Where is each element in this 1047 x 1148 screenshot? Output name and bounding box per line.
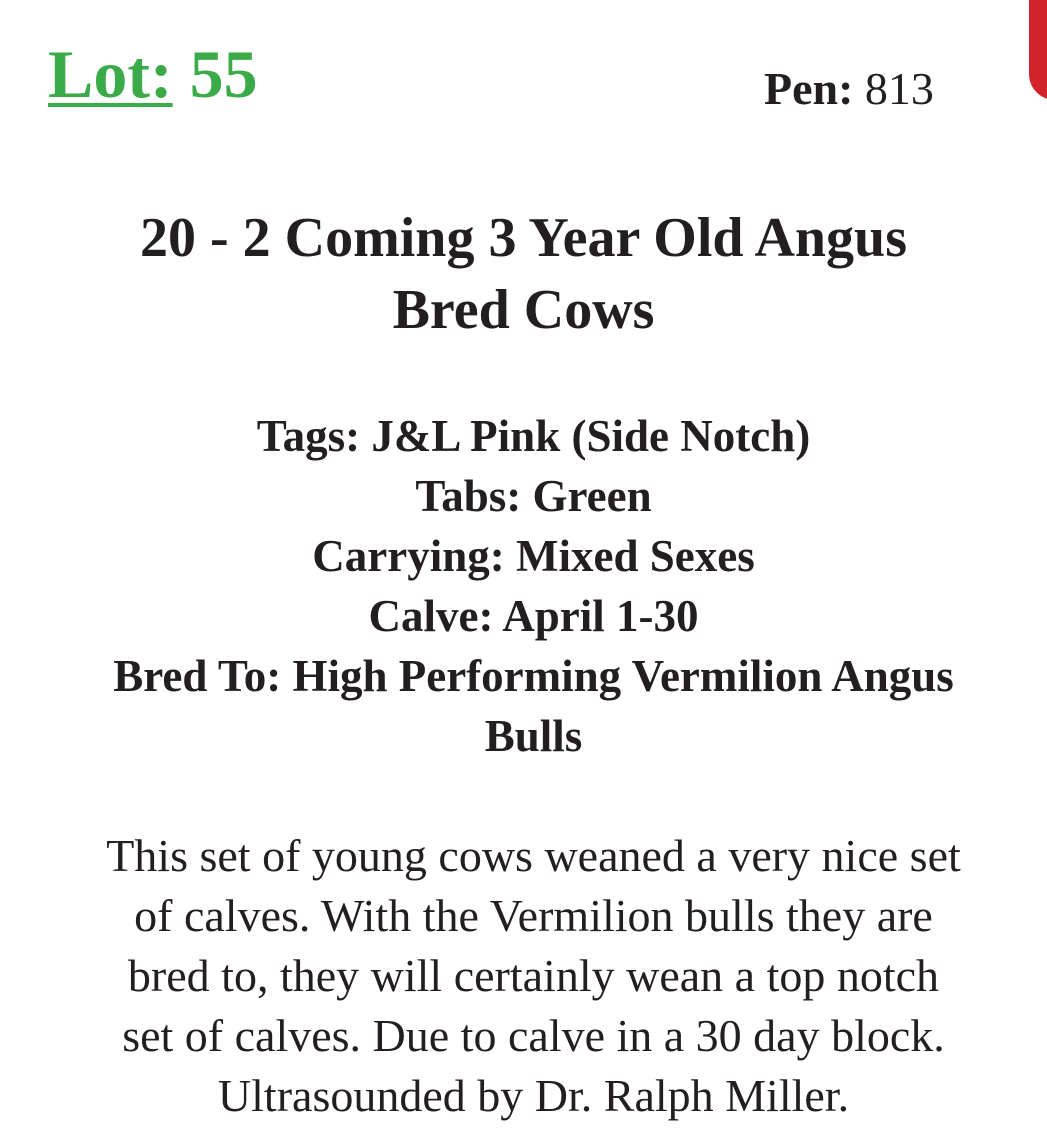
detail-bred-to-line-2: Bulls: [484, 711, 583, 761]
pen-value: 813: [864, 63, 934, 114]
lot-number: [48, 36, 258, 112]
lot-label: Lot:: [48, 36, 173, 112]
lot-details: [40, 406, 1027, 766]
lot-value: 55: [189, 36, 258, 112]
detail-tabs: Tabs: Green: [415, 471, 652, 521]
lot-title-line-1: 20 - 2 Coming 3 Year Old Angus: [140, 207, 907, 269]
description-line-4: set of calves. Due to calve in a 30 day block.: [122, 1010, 945, 1061]
detail-tags: Tags: J&L Pink (Side Notch): [256, 411, 811, 461]
description-line-1: This set of young cows weaned a very nice set: [106, 830, 961, 881]
detail-carrying: Carrying: Mixed Sexes: [312, 531, 755, 581]
detail-calve: Calve: April 1-30: [368, 591, 699, 641]
lot-title-line-2: Bred Cows: [392, 279, 655, 341]
description-line-3: bred to, they will certainly wean a top notch: [127, 950, 940, 1001]
red-corner-tab: [1029, 0, 1047, 100]
lot-description: [40, 826, 1027, 1126]
description-line-2: of calves. With the Vermilion bulls they are: [134, 890, 933, 941]
lot-title: [0, 202, 1047, 346]
detail-bred-to-line-1: Bred To: High Performing Vermilion Angus: [113, 651, 954, 701]
pen-label: Pen:: [764, 63, 854, 114]
pen-number: [764, 63, 934, 114]
description-line-5: Ultrasounded by Dr. Ralph Miller.: [217, 1070, 850, 1121]
